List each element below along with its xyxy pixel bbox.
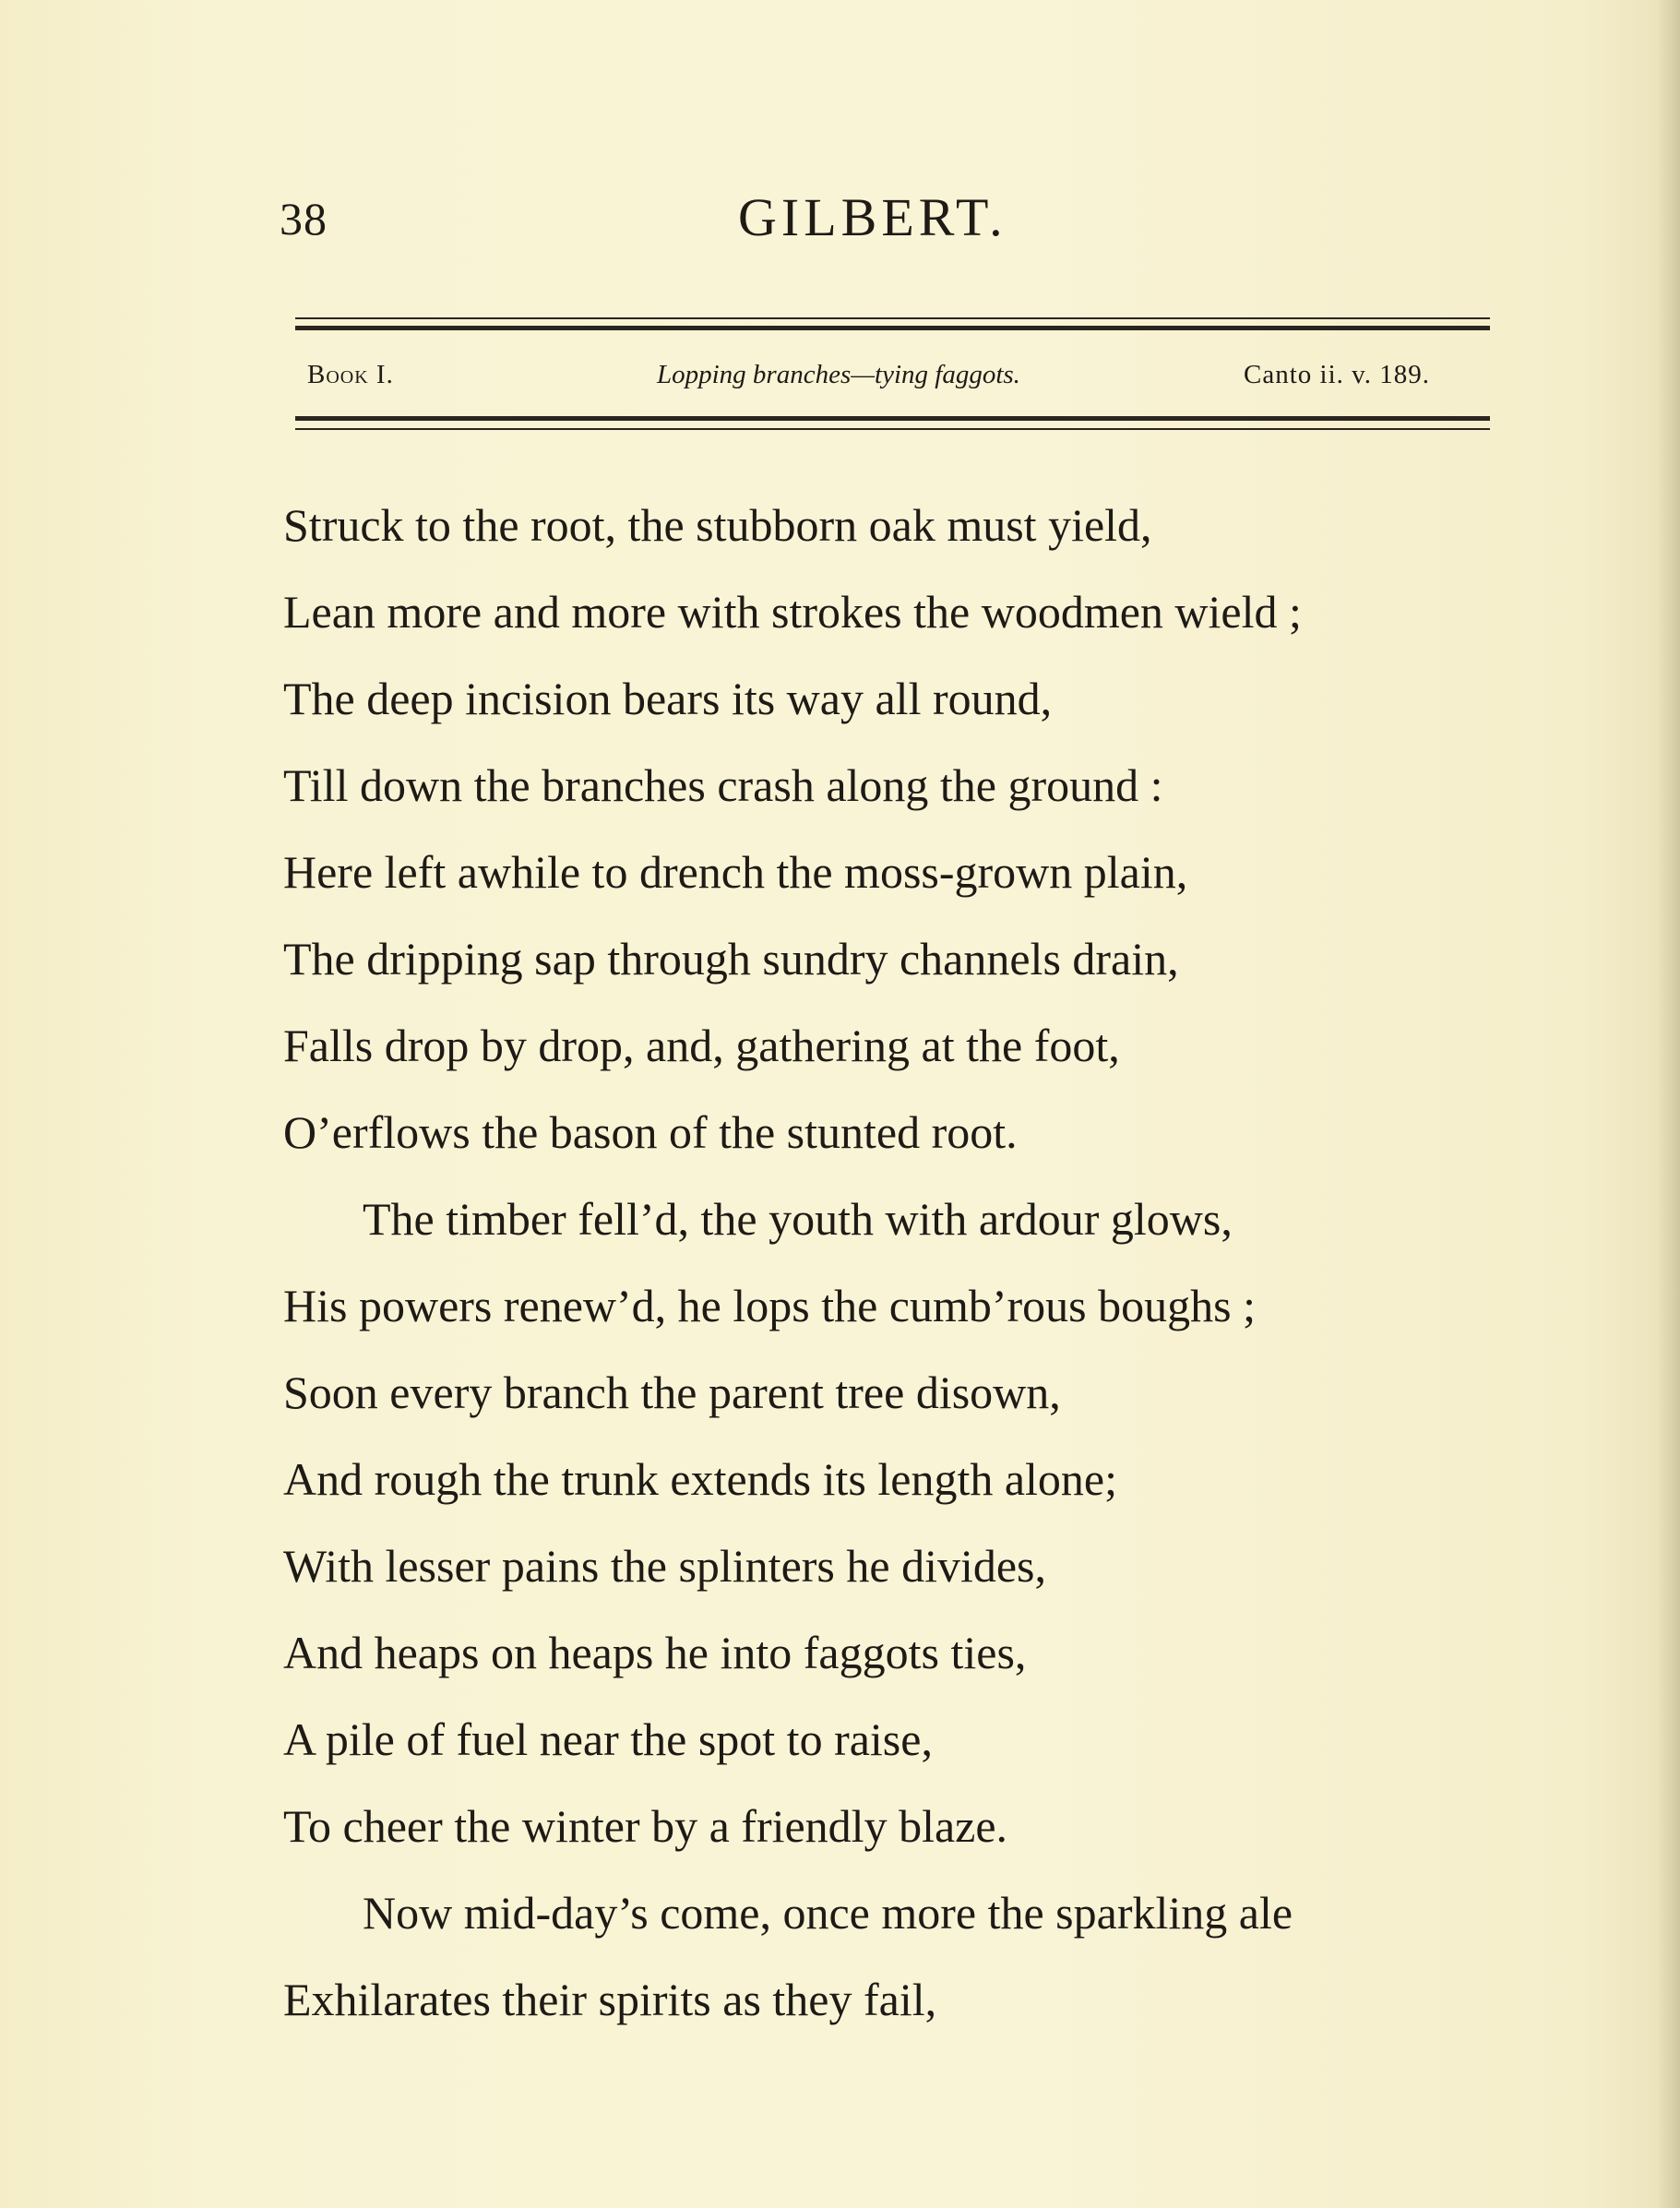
poem-line: His powers renew’d, he lops the cumb’rous boughs ; bbox=[283, 1280, 1256, 1331]
poem-line: Struck to the root, the stubborn oak must yield, bbox=[283, 499, 1152, 551]
poem-line-indented: The timber fell’d, the youth with ardour glows, bbox=[363, 1193, 1233, 1245]
poem-line: And heaps on heaps he into faggots ties, bbox=[283, 1627, 1027, 1678]
header-rule-top-thin bbox=[295, 317, 1490, 319]
poem-line: Falls drop by drop, and, gathering at the foot, bbox=[283, 1020, 1120, 1071]
poem-line: Exhilarates their spirits as they fail, bbox=[283, 1974, 937, 2025]
header-rule-bottom-thin bbox=[295, 428, 1490, 430]
poem-line: Till down the branches crash along the ground : bbox=[283, 759, 1163, 811]
poem-line: Lean more and more with strokes the woodmen wield ; bbox=[283, 586, 1302, 638]
running-title: GILBERT. bbox=[738, 187, 1007, 247]
poem-line: O’erflows the bason of the stunted root. bbox=[283, 1106, 1018, 1158]
section-subject: Lopping branches—tying faggots. bbox=[657, 360, 1020, 389]
poem-line: To cheer the winter by a friendly blaze. bbox=[283, 1800, 1008, 1852]
poem-line: A pile of fuel near the spot to raise, bbox=[283, 1713, 933, 1765]
poem-line: The deep incision bears its way all round, bbox=[283, 673, 1053, 724]
header-rule-bottom-thick bbox=[295, 416, 1490, 421]
header-rule-top-thick bbox=[295, 326, 1490, 330]
poem-line: Soon every branch the parent tree disown, bbox=[283, 1367, 1061, 1418]
poem-line: With lesser pains the splinters he divides, bbox=[283, 1540, 1047, 1592]
poem-line: Here left awhile to drench the moss-grown plain, bbox=[283, 846, 1188, 898]
page-edge-shadow bbox=[1656, 0, 1680, 2208]
poem-line: And rough the trunk extends its length alone; bbox=[283, 1453, 1118, 1505]
poem-line-indented: Now mid-day’s come, once more the sparkling ale bbox=[363, 1887, 1293, 1939]
poem-line: The dripping sap through sundry channels drain, bbox=[283, 933, 1179, 985]
poem-body bbox=[283, 493, 1519, 2054]
canto-reference: Canto ii. v. 189. bbox=[1244, 360, 1431, 389]
page-number: 38 bbox=[280, 193, 328, 245]
book-label: Book I. bbox=[307, 360, 394, 389]
